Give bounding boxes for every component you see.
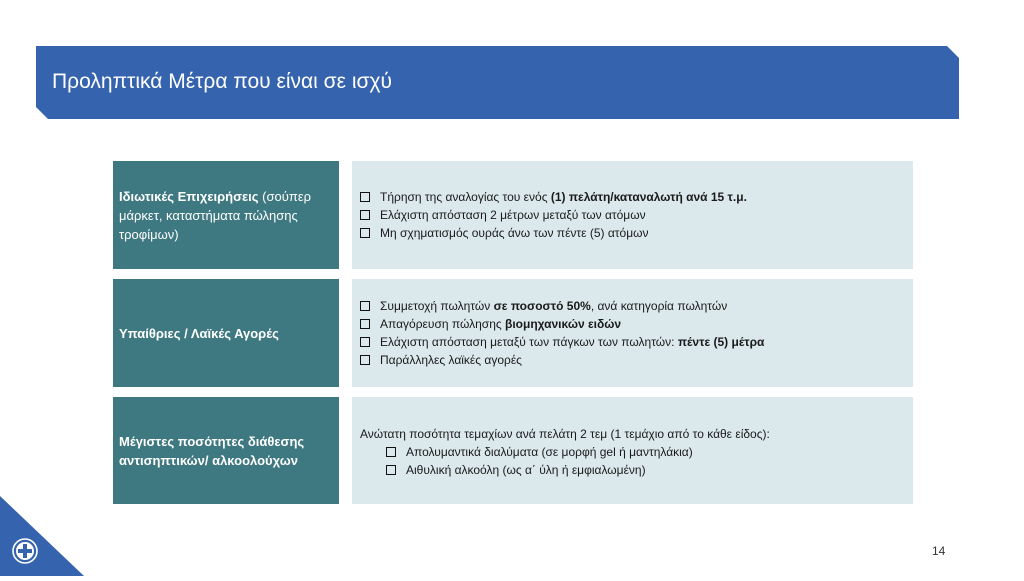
corner-emblem [0, 496, 84, 581]
list-item [360, 297, 913, 315]
checkbox-bullet-icon [360, 355, 370, 365]
table-row [113, 161, 913, 269]
row-header [113, 161, 339, 269]
title-banner [36, 46, 959, 119]
item-bold-text: πέντε (5) μέτρα [677, 335, 765, 349]
item-text: Τήρηση της αναλογίας του ενός [380, 190, 551, 204]
list-item [360, 315, 913, 333]
greek-cross-emblem-icon [0, 496, 84, 576]
row-header-bold: Υπαίθριες / Λαϊκές Αγορές [119, 325, 279, 341]
item-text: Απαγόρευση πώλησης [380, 317, 505, 331]
item-text: Μη σχηματισμός ουράς άνω των πέντε (5) ατόμων [380, 226, 649, 240]
list-item [360, 188, 913, 206]
item-bold-text: (1) πελάτη/καταναλωτή ανά 15 τ.μ. [550, 190, 747, 204]
list-item [360, 461, 913, 479]
checkbox-bullet-icon [360, 210, 370, 220]
page-number: 14 [932, 544, 946, 558]
row-content [352, 397, 913, 504]
item-text-after: , ανά κατηγορία πωλητών [590, 299, 728, 313]
checkbox-bullet-icon [360, 301, 370, 311]
item-text: Αιθυλική αλκοόλη (ως α΄ ύλη ή εμφιαλωμένη) [406, 463, 646, 477]
item-bold-text: βιομηχανικών ειδών [505, 317, 622, 331]
checkbox-bullet-icon [386, 447, 396, 457]
row-header-bold: Μέγιστες ποσότητες διάθεσης αντισηπτικών/ αλκοολούχων [119, 433, 305, 468]
row-content [352, 161, 913, 269]
item-text: Απολυμαντικά διαλύματα (σε μορφή gel ή μαντηλάκια) [406, 445, 693, 459]
item-text: Παράλληλες λαϊκές αγορές [380, 353, 522, 367]
checkbox-bullet-icon [386, 465, 396, 475]
item-bold-text: σε ποσοστό 50% [493, 299, 591, 313]
checkbox-bullet-icon [360, 192, 370, 202]
checkbox-bullet-icon [360, 337, 370, 347]
item-text: Ελάχιστη απόσταση μεταξύ των πάγκων των πωλητών: [380, 335, 678, 349]
list-item [360, 224, 913, 242]
checkbox-bullet-icon [360, 319, 370, 329]
list-item [360, 333, 913, 351]
list-item [360, 351, 913, 369]
list-item [360, 443, 913, 461]
row-content [352, 279, 913, 387]
item-text: Ελάχιστη απόσταση 2 μέτρων μεταξύ των ατόμων [380, 208, 646, 222]
checkbox-bullet-icon [360, 228, 370, 238]
list-item [360, 206, 913, 224]
row-header [113, 397, 339, 504]
slide-title: Προληπτικά Μέτρα που είναι σε ισχύ [52, 70, 392, 93]
row-header-bold: Ιδιωτικές Επιχειρήσεις [119, 188, 259, 204]
table-row [113, 397, 913, 504]
intro-text: Ανώτατη ποσότητα τεμαχίων ανά πελάτη 2 τεμ (1 τεμάχιο από το κάθε είδος): [360, 427, 770, 441]
item-text: Συμμετοχή πωλητών [380, 299, 494, 313]
row-header [113, 279, 339, 387]
table-row [113, 279, 913, 387]
row-header-rest: (σούπερ μάρκετ, καταστήματα πώλησης τροφίμων) [119, 188, 312, 242]
